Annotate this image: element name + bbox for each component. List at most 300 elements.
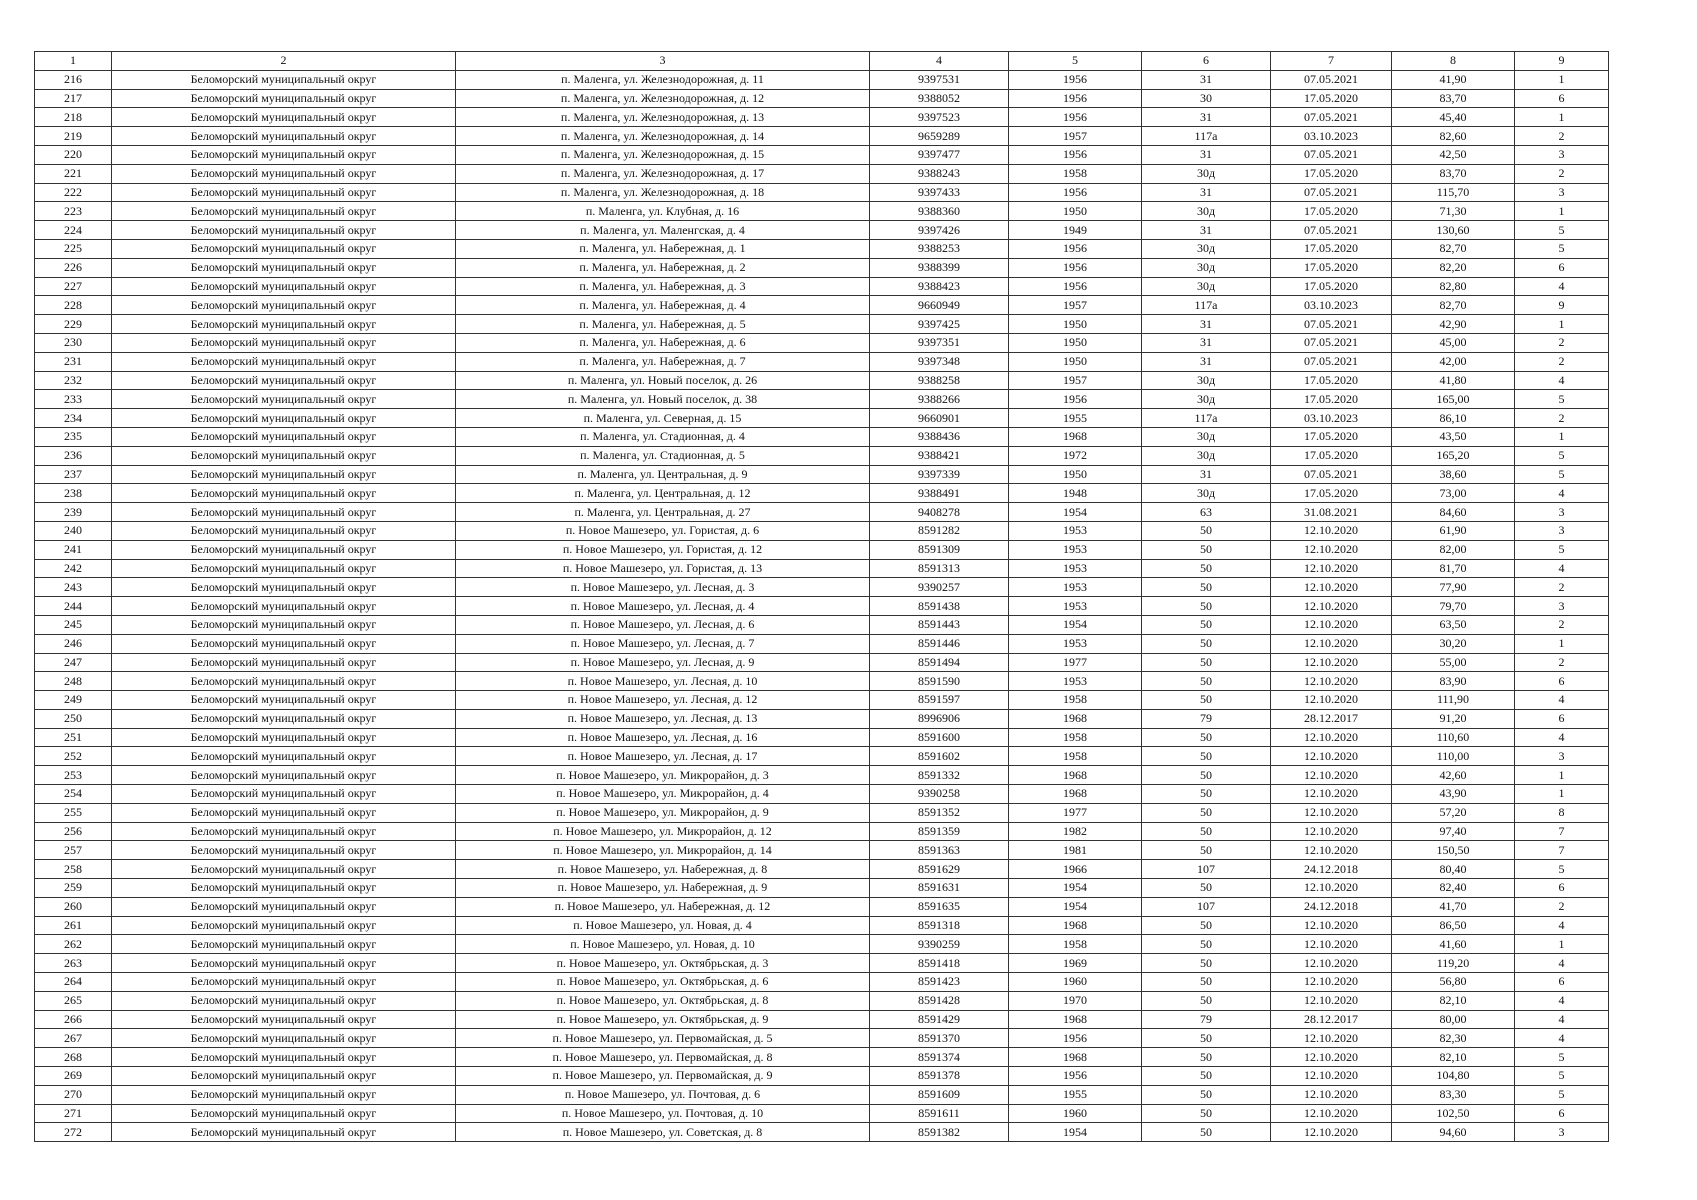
row-number-cell: 262 [35,935,112,954]
area-cell: 110,60 [1392,728,1515,747]
area-cell: 42,90 [1392,315,1515,334]
row-number-cell: 264 [35,973,112,992]
municipality-cell: Беломорский муниципальный округ [112,728,456,747]
act-number-cell: 50 [1142,1123,1271,1142]
area-cell: 104,80 [1392,1067,1515,1086]
column-header-8: 8 [1392,52,1515,71]
date-cell: 17.05.2020 [1271,164,1392,183]
row-number-cell: 223 [35,202,112,221]
act-number-cell: 63 [1142,503,1271,522]
object-id-cell: 9408278 [870,503,1009,522]
table-row [35,634,1609,653]
row-number-cell: 267 [35,1029,112,1048]
address-cell: п. Новое Машезеро, ул. Октябрьская, д. 9 [456,1010,870,1029]
municipality-cell: Беломорский муниципальный округ [112,897,456,916]
area-cell: 130,60 [1392,221,1515,240]
area-cell: 83,70 [1392,89,1515,108]
object-id-cell: 9388258 [870,371,1009,390]
address-cell: п. Новое Машезеро, ул. Лесная, д. 3 [456,578,870,597]
municipality-cell: Беломорский муниципальный округ [112,277,456,296]
act-number-cell: 117а [1142,127,1271,146]
municipality-cell: Беломорский муниципальный округ [112,841,456,860]
table-row [35,371,1609,390]
address-cell: п. Маленга, ул. Железнодорожная, д. 17 [456,164,870,183]
year-cell: 1958 [1009,164,1142,183]
year-cell: 1956 [1009,89,1142,108]
object-id-cell: 8591446 [870,634,1009,653]
row-number-cell: 266 [35,1010,112,1029]
table-row [35,427,1609,446]
municipality-cell: Беломорский муниципальный округ [112,559,456,578]
municipality-cell: Беломорский муниципальный округ [112,1123,456,1142]
year-cell: 1956 [1009,258,1142,277]
act-number-cell: 31 [1142,70,1271,89]
year-cell: 1968 [1009,785,1142,804]
address-cell: п. Маленга, ул. Набережная, д. 2 [456,258,870,277]
row-number-cell: 250 [35,709,112,728]
table-row [35,258,1609,277]
year-cell: 1982 [1009,822,1142,841]
row-number-cell: 230 [35,333,112,352]
row-number-cell: 239 [35,503,112,522]
table-row [35,1048,1609,1067]
address-cell: п. Новое Машезеро, ул. Первомайская, д. 9 [456,1067,870,1086]
object-id-cell: 8591318 [870,916,1009,935]
act-number-cell: 107 [1142,860,1271,879]
count-cell: 4 [1515,916,1609,935]
municipality-cell: Беломорский муниципальный округ [112,465,456,484]
address-cell: п. Новое Машезеро, ул. Новая, д. 4 [456,916,870,935]
count-cell: 6 [1515,258,1609,277]
row-number-cell: 249 [35,691,112,710]
date-cell: 03.10.2023 [1271,127,1392,146]
table-row [35,108,1609,127]
table-body [35,70,1609,1141]
count-cell: 4 [1515,277,1609,296]
act-number-cell: 30д [1142,484,1271,503]
area-cell: 71,30 [1392,202,1515,221]
object-id-cell: 9397523 [870,108,1009,127]
date-cell: 24.12.2018 [1271,897,1392,916]
municipality-cell: Беломорский муниципальный округ [112,1048,456,1067]
row-number-cell: 243 [35,578,112,597]
object-id-cell: 8591332 [870,766,1009,785]
year-cell: 1968 [1009,709,1142,728]
address-cell: п. Маленга, ул. Набережная, д. 6 [456,333,870,352]
table-row [35,239,1609,258]
address-cell: п. Маленга, ул. Набережная, д. 5 [456,315,870,334]
count-cell: 1 [1515,202,1609,221]
row-number-cell: 261 [35,916,112,935]
area-cell: 115,70 [1392,183,1515,202]
date-cell: 12.10.2020 [1271,1104,1392,1123]
row-number-cell: 236 [35,446,112,465]
object-id-cell: 9388360 [870,202,1009,221]
object-id-cell: 8591374 [870,1048,1009,1067]
act-number-cell: 30д [1142,371,1271,390]
municipality-cell: Беломорский муниципальный округ [112,183,456,202]
year-cell: 1968 [1009,427,1142,446]
area-cell: 91,20 [1392,709,1515,728]
municipality-cell: Беломорский муниципальный округ [112,70,456,89]
column-header-3: 3 [456,52,870,71]
table-row [35,615,1609,634]
area-cell: 97,40 [1392,822,1515,841]
municipality-cell: Беломорский муниципальный округ [112,371,456,390]
act-number-cell: 50 [1142,634,1271,653]
year-cell: 1950 [1009,315,1142,334]
act-number-cell: 50 [1142,935,1271,954]
year-cell: 1950 [1009,465,1142,484]
object-id-cell: 8591378 [870,1067,1009,1086]
table-row [35,446,1609,465]
table-row [35,991,1609,1010]
count-cell: 1 [1515,108,1609,127]
area-cell: 94,60 [1392,1123,1515,1142]
act-number-cell: 50 [1142,991,1271,1010]
year-cell: 1954 [1009,1123,1142,1142]
year-cell: 1954 [1009,503,1142,522]
act-number-cell: 50 [1142,803,1271,822]
date-cell: 07.05.2021 [1271,352,1392,371]
table-row [35,973,1609,992]
municipality-cell: Беломорский муниципальный округ [112,409,456,428]
address-cell: п. Новое Машезеро, ул. Набережная, д. 12 [456,897,870,916]
date-cell: 12.10.2020 [1271,691,1392,710]
count-cell: 3 [1515,183,1609,202]
area-cell: 41,90 [1392,70,1515,89]
date-cell: 12.10.2020 [1271,935,1392,954]
count-cell: 5 [1515,1067,1609,1086]
area-cell: 56,80 [1392,973,1515,992]
date-cell: 07.05.2021 [1271,70,1392,89]
area-cell: 73,00 [1392,484,1515,503]
count-cell: 6 [1515,709,1609,728]
table-row [35,803,1609,822]
act-number-cell: 117а [1142,409,1271,428]
count-cell: 3 [1515,145,1609,164]
year-cell: 1953 [1009,540,1142,559]
year-cell: 1968 [1009,1010,1142,1029]
municipality-cell: Беломорский муниципальный округ [112,145,456,164]
count-cell: 1 [1515,935,1609,954]
date-cell: 12.10.2020 [1271,1067,1392,1086]
area-cell: 82,70 [1392,239,1515,258]
date-cell: 07.05.2021 [1271,333,1392,352]
date-cell: 07.05.2021 [1271,108,1392,127]
table-row [35,390,1609,409]
table-row [35,954,1609,973]
area-cell: 102,50 [1392,1104,1515,1123]
act-number-cell: 50 [1142,973,1271,992]
year-cell: 1956 [1009,145,1142,164]
object-id-cell: 8591359 [870,822,1009,841]
address-cell: п. Маленга, ул. Железнодорожная, д. 11 [456,70,870,89]
municipality-cell: Беломорский муниципальный округ [112,108,456,127]
year-cell: 1953 [1009,559,1142,578]
row-number-cell: 272 [35,1123,112,1142]
count-cell: 7 [1515,841,1609,860]
area-cell: 57,20 [1392,803,1515,822]
count-cell: 4 [1515,1029,1609,1048]
year-cell: 1953 [1009,578,1142,597]
count-cell: 4 [1515,728,1609,747]
table-row [35,221,1609,240]
count-cell: 5 [1515,860,1609,879]
address-cell: п. Маленга, ул. Центральная, д. 27 [456,503,870,522]
area-cell: 61,90 [1392,521,1515,540]
act-number-cell: 50 [1142,1085,1271,1104]
municipality-cell: Беломорский муниципальный округ [112,634,456,653]
table-row [35,747,1609,766]
municipality-cell: Беломорский муниципальный округ [112,239,456,258]
municipality-cell: Беломорский муниципальный округ [112,860,456,879]
act-number-cell: 50 [1142,615,1271,634]
year-cell: 1957 [1009,371,1142,390]
object-id-cell: 8591352 [870,803,1009,822]
year-cell: 1950 [1009,333,1142,352]
table-row [35,935,1609,954]
municipality-cell: Беломорский муниципальный округ [112,822,456,841]
row-number-cell: 253 [35,766,112,785]
object-id-cell: 9390259 [870,935,1009,954]
count-cell: 5 [1515,1085,1609,1104]
row-number-cell: 231 [35,352,112,371]
object-id-cell: 9388266 [870,390,1009,409]
date-cell: 17.05.2020 [1271,202,1392,221]
count-cell: 2 [1515,127,1609,146]
area-cell: 82,60 [1392,127,1515,146]
table-row [35,578,1609,597]
column-header-5: 5 [1009,52,1142,71]
object-id-cell: 8591609 [870,1085,1009,1104]
count-cell: 3 [1515,503,1609,522]
date-cell: 12.10.2020 [1271,766,1392,785]
table-row [35,1104,1609,1123]
table-row [35,785,1609,804]
table-row [35,333,1609,352]
area-cell: 82,40 [1392,879,1515,898]
area-cell: 80,00 [1392,1010,1515,1029]
year-cell: 1956 [1009,390,1142,409]
count-cell: 1 [1515,766,1609,785]
address-cell: п. Маленга, ул. Железнодорожная, д. 12 [456,89,870,108]
object-id-cell: 8591418 [870,954,1009,973]
municipality-cell: Беломорский муниципальный округ [112,1029,456,1048]
column-header-6: 6 [1142,52,1271,71]
address-cell: п. Маленга, ул. Железнодорожная, д. 18 [456,183,870,202]
act-number-cell: 30д [1142,258,1271,277]
object-id-cell: 9660949 [870,296,1009,315]
count-cell: 8 [1515,803,1609,822]
act-number-cell: 107 [1142,897,1271,916]
row-number-cell: 241 [35,540,112,559]
date-cell: 12.10.2020 [1271,991,1392,1010]
object-id-cell: 9388253 [870,239,1009,258]
area-cell: 77,90 [1392,578,1515,597]
table-row [35,465,1609,484]
area-cell: 82,00 [1392,540,1515,559]
address-cell: п. Новое Машезеро, ул. Микрорайон, д. 12 [456,822,870,841]
act-number-cell: 50 [1142,822,1271,841]
row-number-cell: 228 [35,296,112,315]
act-number-cell: 31 [1142,221,1271,240]
count-cell: 3 [1515,597,1609,616]
date-cell: 12.10.2020 [1271,916,1392,935]
object-id-cell: 8591438 [870,597,1009,616]
address-cell: п. Маленга, ул. Железнодорожная, д. 15 [456,145,870,164]
municipality-cell: Беломорский муниципальный округ [112,258,456,277]
count-cell: 4 [1515,484,1609,503]
table-row [35,822,1609,841]
object-id-cell: 8591597 [870,691,1009,710]
area-cell: 82,10 [1392,991,1515,1010]
year-cell: 1955 [1009,409,1142,428]
year-cell: 1958 [1009,935,1142,954]
table-row [35,766,1609,785]
area-cell: 83,90 [1392,672,1515,691]
act-number-cell: 79 [1142,709,1271,728]
address-cell: п. Маленга, ул. Набережная, д. 1 [456,239,870,258]
object-id-cell: 9397531 [870,70,1009,89]
year-cell: 1956 [1009,183,1142,202]
address-cell: п. Новое Машезеро, ул. Лесная, д. 7 [456,634,870,653]
object-id-cell: 8591423 [870,973,1009,992]
address-cell: п. Маленга, ул. Железнодорожная, д. 13 [456,108,870,127]
date-cell: 17.05.2020 [1271,239,1392,258]
object-id-cell: 8996906 [870,709,1009,728]
municipality-cell: Беломорский муниципальный округ [112,352,456,371]
area-cell: 81,70 [1392,559,1515,578]
area-cell: 63,50 [1392,615,1515,634]
year-cell: 1968 [1009,1048,1142,1067]
municipality-cell: Беломорский муниципальный округ [112,202,456,221]
address-cell: п. Новое Машезеро, ул. Гористая, д. 6 [456,521,870,540]
table-row [35,70,1609,89]
object-id-cell: 8591600 [870,728,1009,747]
area-cell: 86,50 [1392,916,1515,935]
date-cell: 17.05.2020 [1271,258,1392,277]
row-number-cell: 233 [35,390,112,409]
municipality-cell: Беломорский муниципальный округ [112,672,456,691]
row-number-cell: 232 [35,371,112,390]
row-number-cell: 226 [35,258,112,277]
count-cell: 1 [1515,315,1609,334]
act-number-cell: 50 [1142,691,1271,710]
area-cell: 42,60 [1392,766,1515,785]
municipality-cell: Беломорский муниципальный округ [112,954,456,973]
area-cell: 42,50 [1392,145,1515,164]
date-cell: 12.10.2020 [1271,785,1392,804]
table-row [35,484,1609,503]
date-cell: 28.12.2017 [1271,709,1392,728]
row-number-cell: 235 [35,427,112,446]
table-row [35,164,1609,183]
row-number-cell: 244 [35,597,112,616]
year-cell: 1956 [1009,239,1142,258]
area-cell: 165,20 [1392,446,1515,465]
act-number-cell: 30д [1142,202,1271,221]
act-number-cell: 50 [1142,1029,1271,1048]
table-row [35,277,1609,296]
date-cell: 12.10.2020 [1271,653,1392,672]
address-cell: п. Маленга, ул. Набережная, д. 3 [456,277,870,296]
row-number-cell: 255 [35,803,112,822]
object-id-cell: 8591494 [870,653,1009,672]
year-cell: 1953 [1009,634,1142,653]
address-cell: п. Новое Машезеро, ул. Октябрьская, д. 8 [456,991,870,1010]
count-cell: 2 [1515,352,1609,371]
object-id-cell: 9388421 [870,446,1009,465]
act-number-cell: 50 [1142,653,1271,672]
address-cell: п. Новое Машезеро, ул. Почтовая, д. 6 [456,1085,870,1104]
address-cell: п. Маленга, ул. Клубная, д. 16 [456,202,870,221]
column-header-4: 4 [870,52,1009,71]
row-number-cell: 268 [35,1048,112,1067]
address-cell: п. Новое Машезеро, ул. Советская, д. 8 [456,1123,870,1142]
date-cell: 12.10.2020 [1271,822,1392,841]
object-id-cell: 9397339 [870,465,1009,484]
table-row [35,728,1609,747]
count-cell: 2 [1515,897,1609,916]
date-cell: 07.05.2021 [1271,221,1392,240]
act-number-cell: 79 [1142,1010,1271,1029]
year-cell: 1956 [1009,1029,1142,1048]
row-number-cell: 242 [35,559,112,578]
object-id-cell: 9397425 [870,315,1009,334]
address-cell: п. Маленга, ул. Северная, д. 15 [456,409,870,428]
act-number-cell: 50 [1142,1104,1271,1123]
municipality-cell: Беломорский муниципальный округ [112,747,456,766]
act-number-cell: 30д [1142,164,1271,183]
table-row [35,916,1609,935]
area-cell: 82,80 [1392,277,1515,296]
act-number-cell: 50 [1142,521,1271,540]
table-row [35,1010,1609,1029]
table-row [35,503,1609,522]
address-cell: п. Маленга, ул. Набережная, д. 7 [456,352,870,371]
act-number-cell: 30д [1142,390,1271,409]
municipality-cell: Беломорский муниципальный округ [112,1104,456,1123]
address-cell: п. Новое Машезеро, ул. Первомайская, д. 5 [456,1029,870,1048]
object-id-cell: 8591382 [870,1123,1009,1142]
address-cell: п. Маленга, ул. Новый поселок, д. 26 [456,371,870,390]
table-row [35,1067,1609,1086]
table-row [35,841,1609,860]
date-cell: 07.05.2021 [1271,465,1392,484]
address-cell: п. Новое Машезеро, ул. Микрорайон, д. 14 [456,841,870,860]
area-cell: 30,20 [1392,634,1515,653]
date-cell: 12.10.2020 [1271,1029,1392,1048]
count-cell: 5 [1515,446,1609,465]
object-id-cell: 9388423 [870,277,1009,296]
count-cell: 4 [1515,691,1609,710]
year-cell: 1958 [1009,728,1142,747]
municipality-cell: Беломорский муниципальный округ [112,803,456,822]
object-id-cell: 8591363 [870,841,1009,860]
count-cell: 1 [1515,634,1609,653]
table-row [35,409,1609,428]
year-cell: 1950 [1009,352,1142,371]
row-number-cell: 269 [35,1067,112,1086]
municipality-cell: Беломорский муниципальный округ [112,785,456,804]
count-cell: 2 [1515,615,1609,634]
address-cell: п. Маленга, ул. Набережная, д. 4 [456,296,870,315]
object-id-cell: 9659289 [870,127,1009,146]
date-cell: 17.05.2020 [1271,277,1392,296]
municipality-cell: Беломорский муниципальный округ [112,89,456,108]
area-cell: 83,70 [1392,164,1515,183]
